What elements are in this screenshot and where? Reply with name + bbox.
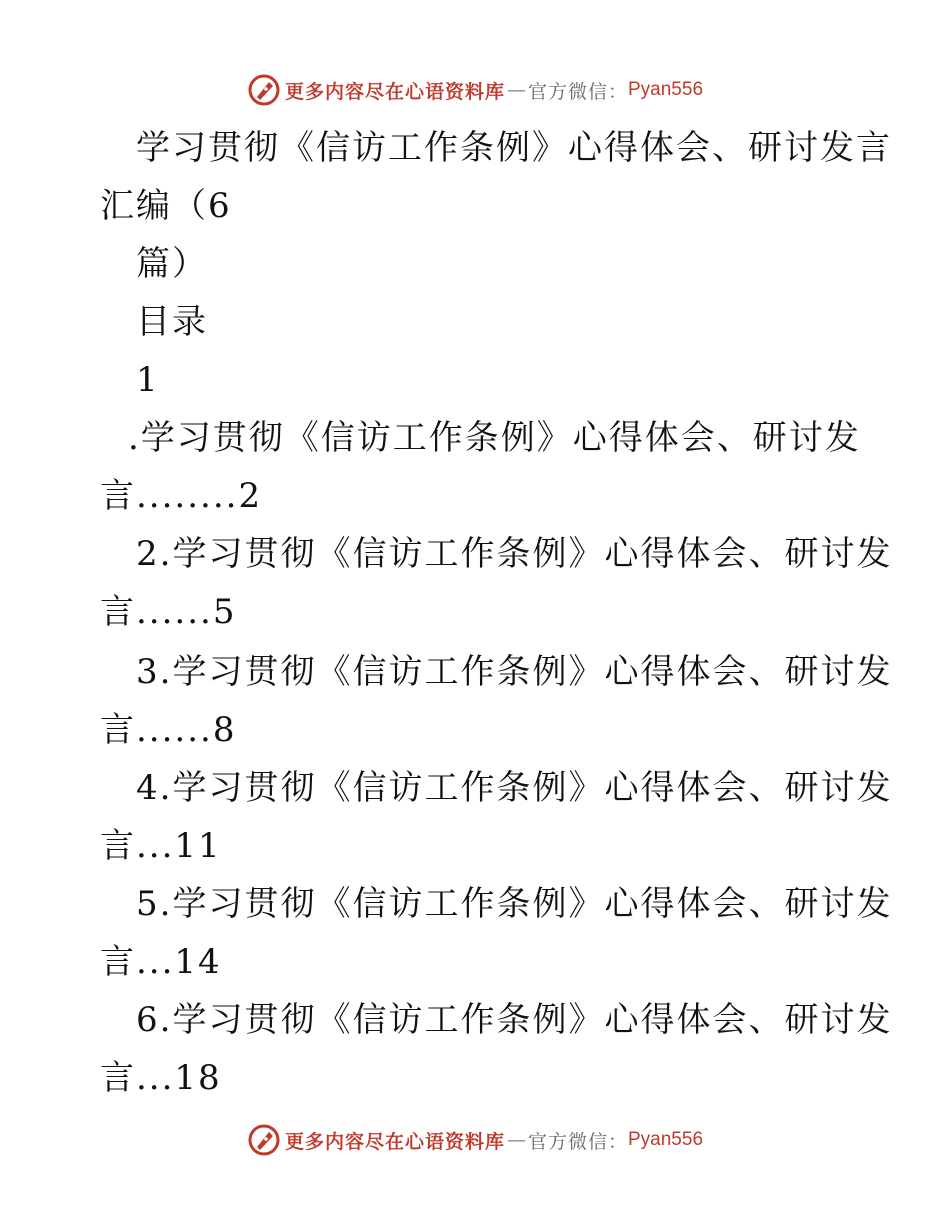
- pen-nib-logo-icon: [247, 73, 281, 107]
- watermark-handle: Pyan556: [628, 1129, 704, 1150]
- document-title-line-1: 学习贯彻《信访工作条例》心得体会、研讨发言: [136, 128, 892, 168]
- toc-entry-1-title: .学习贯彻《信访工作条例》心得体会、研讨发: [128, 418, 861, 458]
- document-title-line-3: 篇）: [136, 244, 208, 284]
- footer-watermark: [0, 1120, 950, 1160]
- toc-entry-1-page: 言........2: [100, 476, 263, 516]
- watermark-brand: 更多内容尽在心语资料库: [284, 1130, 505, 1153]
- toc-entry-1-number: 1: [136, 360, 160, 400]
- toc-entry-4-page: 言...11: [100, 826, 222, 866]
- watermark-contact-label: 官方微信：: [527, 1130, 628, 1153]
- header-watermark: [0, 70, 950, 110]
- watermark-brand: 更多内容尽在心语资料库: [284, 80, 505, 103]
- toc-heading: 目录: [136, 302, 208, 342]
- toc-entry-2-title: 2.学习贯彻《信访工作条例》心得体会、研讨发: [136, 534, 893, 574]
- watermark-contact-label: 官方微信：: [527, 80, 628, 103]
- toc-entry-5-page: 言...14: [100, 942, 222, 982]
- pen-nib-logo-icon: [247, 1123, 281, 1157]
- toc-entry-3-title: 3.学习贯彻《信访工作条例》心得体会、研讨发: [136, 652, 893, 692]
- toc-entry-6-title: 6.学习贯彻《信访工作条例》心得体会、研讨发: [136, 1000, 893, 1040]
- watermark-separator: —: [506, 1129, 526, 1151]
- document-title-line-2: 汇编（6: [100, 186, 232, 226]
- toc-entry-2-page: 言......5: [100, 592, 237, 632]
- toc-entry-5-title: 5.学习贯彻《信访工作条例》心得体会、研讨发: [136, 884, 893, 924]
- toc-entry-4-title: 4.学习贯彻《信访工作条例》心得体会、研讨发: [136, 768, 893, 808]
- watermark-separator: —: [506, 79, 526, 101]
- toc-entry-6-page: 言...18: [100, 1058, 222, 1098]
- watermark-handle: Pyan556: [628, 79, 704, 100]
- toc-entry-3-page: 言......8: [100, 710, 237, 750]
